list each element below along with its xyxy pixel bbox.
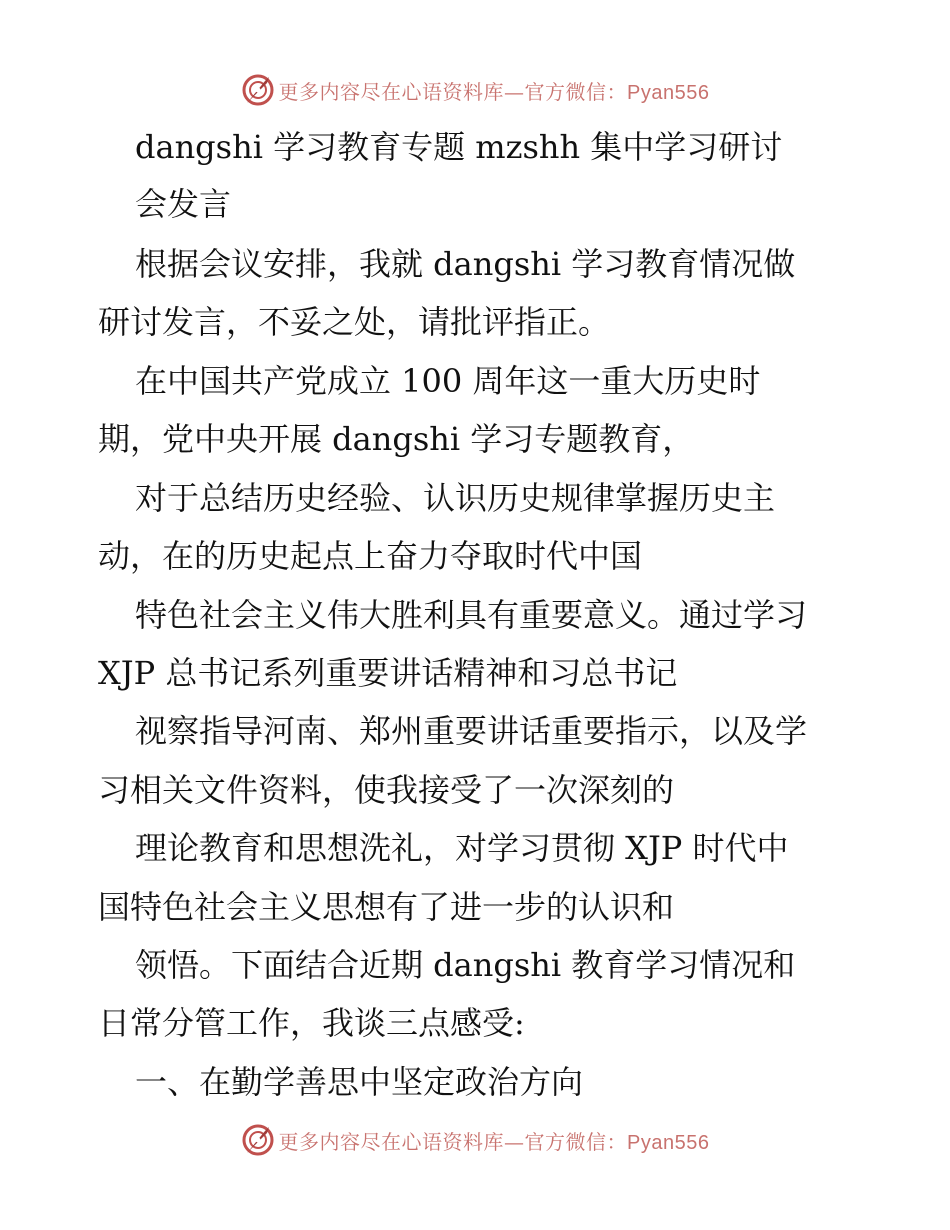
text-line: 视察指导河南、郑州重要讲话重要指示，以及学 bbox=[135, 712, 808, 750]
wechat-id: Pyan556 bbox=[627, 1131, 710, 1154]
header-watermark-banner bbox=[0, 70, 950, 110]
text-line: 研讨发言，不妥之处，请批评指正。 bbox=[98, 303, 611, 341]
text-line: 领悟。下面结合近期 dangshi 教育学习情况和 bbox=[135, 946, 796, 984]
text-line: 对于总结历史经验、认识历史规律掌握历史主 bbox=[135, 479, 776, 517]
text-line: 根据会议安排，我就 dangshi 学习教育情况做 bbox=[135, 245, 796, 283]
quill-logo-icon bbox=[241, 73, 275, 107]
text-line: dangshi 学习教育专题 mzshh 集中学习研讨 bbox=[135, 128, 783, 166]
wechat-id: Pyan556 bbox=[627, 81, 710, 104]
text-line: 国特色社会主义思想有了进一步的认识和 bbox=[98, 888, 675, 926]
text-line: 动，在的历史起点上奋力夺取时代中国 bbox=[98, 537, 643, 575]
section-heading: 一、在勤学善思中坚定政治方向 bbox=[135, 1063, 584, 1101]
text-line: 特色社会主义伟大胜利具有重要意义。通过学习 bbox=[135, 596, 808, 634]
quill-logo-icon bbox=[241, 1123, 275, 1157]
text-line: 习相关文件资料，使我接受了一次深刻的 bbox=[98, 771, 675, 809]
text-line: XJP 总书记系列重要讲话精神和习总书记 bbox=[98, 654, 678, 692]
text-line: 在中国共产党成立 100 周年这一重大历史时 bbox=[135, 362, 761, 400]
text-line: 会发言 bbox=[135, 185, 232, 223]
watermark-text: 更多内容尽在心语资料库—官方微信： bbox=[278, 1129, 628, 1154]
text-line: 理论教育和思想洗礼，对学习贯彻 XJP 时代中 bbox=[135, 829, 789, 867]
text-line: 日常分管工作，我谈三点感受: bbox=[98, 1004, 525, 1042]
text-line: 期，党中央开展 dangshi 学习专题教育， bbox=[98, 420, 695, 458]
watermark-text: 更多内容尽在心语资料库—官方微信： bbox=[278, 79, 628, 104]
footer-watermark-banner bbox=[0, 1120, 950, 1160]
